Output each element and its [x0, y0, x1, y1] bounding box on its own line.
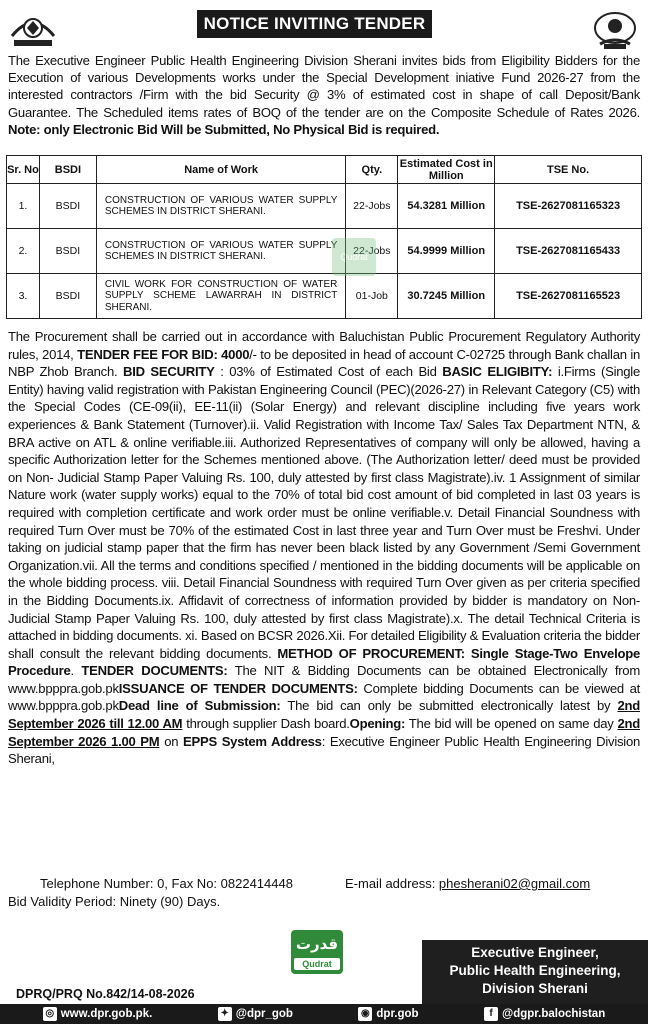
qudrat-watermark: Qudrat [332, 238, 376, 276]
cell-sr: 1. [7, 184, 40, 229]
footer-web[interactable] [43, 1007, 153, 1021]
facebook-icon: f [484, 1007, 498, 1021]
table-row [7, 184, 642, 229]
on-text: on [159, 733, 184, 749]
footer-facebook-label: @dgpr.balochistan [502, 1008, 606, 1020]
footer-facebook[interactable] [484, 1007, 605, 1021]
intro-text: The Executive Engineer Public Health Engineering Division Sherani invites bids from Eligibility Bidders for the Execution of various Developments works under the Special Development iniative Fund 2026-27 from the interested contractors /Firm with the bid Security @ 3% of estimated cost in shape of call Deposit/Bank Guarantee. The Scheduled items rates of BOQ of the tender are on the Composite Schedule of Rates 2026. [8, 53, 640, 120]
qudrat-urdu: قدرت [295, 935, 339, 953]
cell-cost: 30.7245 Million [398, 274, 495, 319]
tender-fee-label: TENDER FEE FOR BID: 4000 [77, 346, 250, 362]
phone-fax: Telephone Number: 0, Fax No: 0822414448 [40, 876, 293, 891]
notice-intro [8, 52, 640, 138]
deadline-text: The bid can only be submitted electronically latest by [280, 698, 618, 714]
notice-title: NOTICE INVITING TENDER [197, 10, 432, 38]
opening-text: The bid will be opened on same day [405, 716, 618, 732]
method-label: METHOD OF PROCUREMENT: Single Stage-Two Envelope Procedure [8, 645, 640, 679]
signature-line-3: Division Sherani [482, 981, 588, 996]
dprq-number: DPRQ/PRQ No.842/14-08-2026 [16, 987, 195, 1001]
header-name: Name of Work [96, 156, 346, 184]
qudrat-logo [291, 930, 343, 974]
cell-bsdi: BSDI [39, 184, 96, 229]
email-link[interactable]: phesherani02@gmail.com [438, 876, 591, 891]
cell-tse: TSE-2627081165433 [495, 229, 642, 274]
cell-sr: 3. [7, 274, 40, 319]
opening-date: 2nd September 2026 1.00 PM [8, 716, 640, 749]
issuance-label: ISSUANCE OF TENDER DOCUMENTS: [118, 680, 358, 696]
phe-department-logo [590, 6, 640, 52]
globe-icon: ◎ [43, 1007, 57, 1021]
contact-line [40, 876, 640, 891]
cell-name: CONSTRUCTION OF VARIOUS WATER SUPPLY SCHEMES IN DISTRICT SHERANI. [96, 229, 346, 274]
bid-security-text: : 03% of Estimated Cost of each Bid [214, 364, 443, 380]
procurement-rules-text: The Procurement shall be carried out in accordance with Baluchistan Public Procurement Regulatory Authority rules, 2014, [8, 329, 640, 362]
balochistan-government-logo [8, 6, 58, 52]
footer-instagram[interactable] [358, 1007, 418, 1021]
works-table [6, 155, 642, 319]
cell-tse: TSE-2627081165323 [495, 184, 642, 229]
cell-bsdi: BSDI [39, 274, 96, 319]
qudrat-english: Qudrat [294, 958, 340, 970]
bid-validity: Bid Validity Period: Ninety (90) Days. [8, 894, 221, 909]
footer-web-label: www.dpr.gob.pk. [60, 1008, 153, 1020]
header-tse: TSE No. [495, 156, 642, 184]
signature-line-1: Executive Engineer, [471, 945, 599, 960]
epps-label: EPPS System Address [183, 733, 322, 749]
tender-docs-text: The NIT & Bidding Documents can be obtained Electronically from www.bpppra.gob.pk [8, 663, 641, 696]
table-header-row [7, 156, 642, 184]
cell-cost: 54.9999 Million [398, 229, 495, 274]
cell-cost: 54.3281 Million [398, 184, 495, 229]
cell-sr: 2. [7, 229, 40, 274]
eligibility-text: i.Firms (Single Entity) having valid registration with Pakistan Engineering Council (PEC)(2026-27) in Relevant Category (C5) with the Special Codes (CE-09(ii), EE-11(ii) (Solar Energy) and relevant discipline including five years work experiences & Bank Statement (Turnover).ii. Valid Registration with Income Tax/ Sales Tax Department NTN, & BRA active on ATL & online verifiable.iii. Authorized Representatives of company will only be allowed, having a specific Authorization letter for the Schemes mentioned above. (The Authorization letter/ deed must be provided on Non- Judicial Stamp Paper Valuing Rs. 100, duly attested by first class Magistrate).iv. 1 Assignment of similar Nature work (water supply works) equal to the 70% of total bid cost amount of bid completed in last 03 years is required with completion certificate and work order must be online verifiable.v. Detail Financial Soundness with required Turn Over must be 70% of the estimated Cost in last three year and Turn Over must be Freshvi. Under taking on judicial stamp paper that the firm has never been black listed by any Government /Semi Government Organization.vii. All the terms and conditions specified / mentioned in the bidding documents will be applicable on the whole bidding process. viii. Detail Financial Soundness with required Turn Over given as per criteria specified in the Bidding Documents.ix. Affidavit of correctness of information provided by bidder is mandatory on Non- Judicial Stamp Paper Valuing Rs. 100, duly attested by first class Magistrate).x. The detail Technical Criteria is attached in bidding documents. xi. Based on BCSR 2026.Xii. For detailed Eligibility & Evaluation criteria the bidder shall consult the relevant bidding documents. [8, 364, 640, 661]
deadline-label: Dead line of Submission: [118, 698, 281, 714]
cell-qty: 22-Jobs [346, 229, 398, 274]
cell-tse: TSE-2627081165523 [495, 274, 642, 319]
tender-docs-label: TENDER DOCUMENTS: [81, 663, 228, 679]
footer-twitter-label: @dpr_gob [235, 1008, 293, 1020]
email-block [345, 876, 590, 891]
signature-line-2: Public Health Engineering, [449, 963, 621, 978]
bid-security-label: BID SECURITY [122, 364, 215, 380]
electronic-bid-note: Note: only Electronic Bid Will be Submitted, No Physical Bid is required. [8, 121, 440, 137]
cell-bsdi: BSDI [39, 229, 96, 274]
fee-deposit-text: /- to be deposited in head of account C-02725 through Bank challan in NBP Zhob Branch. [8, 346, 641, 380]
footer-bar [0, 1004, 648, 1024]
table-row [7, 274, 642, 319]
email-label: E-mail address: [345, 876, 439, 891]
issuance-text: Complete bidding Documents can be viewed at www.bpppra.gob.pk [8, 680, 640, 714]
eligibility-label: BASIC ELIGIBITY: [442, 364, 553, 380]
twitter-icon: ✦ [218, 1007, 232, 1021]
cell-name: CIVIL WORK FOR CONSTRUCTION OF WATER SUPPLY SCHEME LAWARRAH IN DISTRICT SHERANI. [96, 274, 346, 319]
cell-qty: 22-Jobs [346, 184, 398, 229]
instagram-icon: ◉ [358, 1007, 372, 1021]
footer-twitter[interactable] [218, 1007, 293, 1021]
tender-conditions [8, 328, 640, 768]
cell-name: CONSTRUCTION OF VARIOUS WATER SUPPLY SCHEMES IN DISTRICT SHERANI. [96, 184, 346, 229]
table-row [7, 229, 642, 274]
header-cost: Estimated Cost in Million [399, 157, 493, 182]
cell-qty: 01-Job [346, 274, 398, 319]
opening-label: Opening: [349, 716, 406, 732]
header-qty: Qty. [346, 156, 398, 184]
deadline-date: 2nd September 2026 till 12.00 AM [8, 698, 640, 732]
signature-block [422, 940, 648, 1004]
header-sr: Sr. No [7, 156, 40, 184]
dashboard-text: through supplier Dash board. [182, 716, 350, 732]
header-bsdi: BSDI [39, 156, 96, 184]
footer-instagram-label: dpr.gob [376, 1008, 419, 1020]
epps-address: : Executive Engineer Public Health Engineering Division Sherani, [8, 733, 641, 767]
method-sep: . [70, 663, 82, 679]
